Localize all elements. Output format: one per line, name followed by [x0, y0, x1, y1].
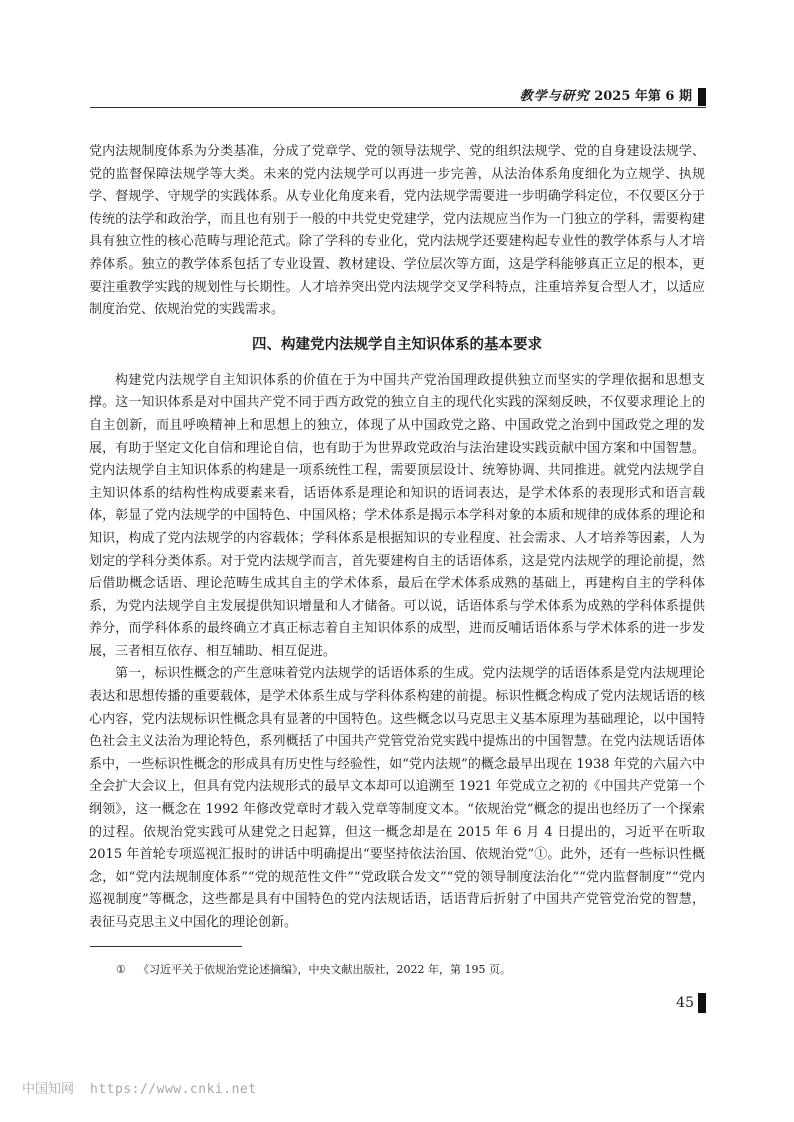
footnote: [116, 962, 676, 978]
header-text: [520, 88, 692, 106]
running-header: [90, 88, 706, 106]
page-number: [672, 993, 706, 1013]
footnote-rule: [90, 946, 242, 947]
issue-label: 2025 年第 6 期: [594, 89, 692, 104]
header-rule: [90, 107, 706, 108]
body-paragraph-2: 第一，标识性概念的产生意味着党内法规学的话语体系的生成。党内法规学的话语体系是党内法规理论表达和思想传播的重要载体，是学术体系生成与学科体系构建的前提。标识性概念构成了党内法规话语的核心内容，党内法规标识性概念具有显著的中国特色。这些概念以马克思主义基本原理为基础理论，以中国特色社会主义法治为理论特色，系列概括了中国共产党管党治党实践中提炼出的中国智慧。在党内法规话语体系中，一些标识性概念的形成具有历史性与经验性，如“党内法规”的概念最早出现在 1938 年党的六届六中全会扩大会议上，但具有党内法规形式的最早文本却可以追溯至 1921 年党成立之初的《中国共产党第一个纲领》，这一概念在 1992 年修改党章时才载入党章等制度文本。“依规治党”概念的提出也经历了一个探索的过程。依规治党实践可从建党之日起算，但这一概念却是在 2015 年 6 月 4 日提出的，习近平在听取 2015 年首轮专项巡视汇报时的讲话中明确提出“要坚持依法治国、依规治党”①。此外，还有一些标识性概念，如“党内法规制度体系”“党的规范性文件”“党政联合发文”“党的领导制度法治化”“党内监督制度”“党内巡视制度”等概念，这些都是具有中国特色的党内法规话语，话语背后折射了中国共产党管党治党的智慧，表征马克思主义中国化的理论创新。: [89, 666, 705, 930]
body-paragraph-1: 构建党内法规学自主知识体系的价值在于为中国共产党治国理政提供独立而坚实的学理依据和思想支撑。这一知识体系是对中国共产党不同于西方政党的独立自主的现代化实践的深刻反映，不仅要求理论上的自主创新，而且呼唤精神上和思想上的独立，体现了从中国政党之路、中国政党之治到中国政党之理的发展，有助于坚定文化自信和理论自信，也有助于为世界政党政治与法治建设实践贡献中国方案和中国智慧。党内法规学自主知识体系的构建是一项系统性工程，需要顶层设计、统筹协调、共同推进。就党内法规学自主知识体系的结构性构成要素来看，话语体系是理论和知识的语词表达，是学术体系的表现形式和语言载体，彰显了党内法规学的中国特色、中国风格；学术体系是揭示本学科对象的本质和规律的成体系的理论和知识，构成了党内法规学的内容载体；学科体系是根据知识的专业程度、社会需求、人才培养等因素，人为划定的学科分类体系。对于党内法规学而言，首先要建构自主的话语体系，这是党内法规学的理论前提，然后借助概念话语、理论范畴生成其自主的学术体系，最后在学术体系成熟的基础上，再建构自主的学科体系，为党内法规学自主发展提供知识增量和人才储备。可以说，话语体系与学术体系为成熟的学科体系提供养分，而学科体系的最终确立才真正标志着自主知识体系的成型，进而反哺话语体系与学术体系的进一步发展，三者相互依存、相互辅助、相互促进。: [89, 372, 705, 659]
footnote-text: 《习近平关于依规治党论述摘编》，中央文献出版社，2022 年，第 195 页。: [138, 963, 511, 976]
watermark-url: https://www.cnki.net: [90, 1082, 257, 1097]
section-heading: 四、构建党内法规学自主知识体系的基本要求: [252, 336, 542, 353]
article-body: [89, 141, 705, 935]
watermark-site-name: 中国知网: [22, 1082, 75, 1097]
page-number-text: 45: [676, 995, 694, 1011]
footnote-mark: ①: [116, 963, 126, 976]
body-paragraph-continued: 党内法规制度体系为分类基准，分成了党章学、党的领导法规学、党的组织法规学、党的自身建设法规学、党的监督保障法规学等大类。未来的党内法规学可以再进一步完善，从法治体系角度细化为立规学、执规学、督规学、守规学的实践体系。从专业化角度来看，党内法规学需要进一步明确学科定位，不仅要区分于传统的法学和政治学，而且也有别于一般的中共党史党建学，党内法规应当作为一门独立的学科，需要构建具有独立性的核心范畴与理论范式。除了学科的专业化，党内法规学还要建构起专业性的教学体系与人才培养体系。独立的教学体系包括了专业设置、教材建设、学位层次等方面，这是学科能够真正立足的根本，更要注重教学实践的规划性与长期性。人才培养突出党内法规学交叉学科特点，注重培养复合型人才，以适应制度治党、依规治党的实践需求。: [89, 144, 705, 318]
header-marker-bar: [698, 88, 706, 106]
page-number-bar: [698, 993, 706, 1013]
cnki-watermark: [22, 1078, 257, 1097]
journal-name: 教学与研究: [519, 89, 590, 104]
